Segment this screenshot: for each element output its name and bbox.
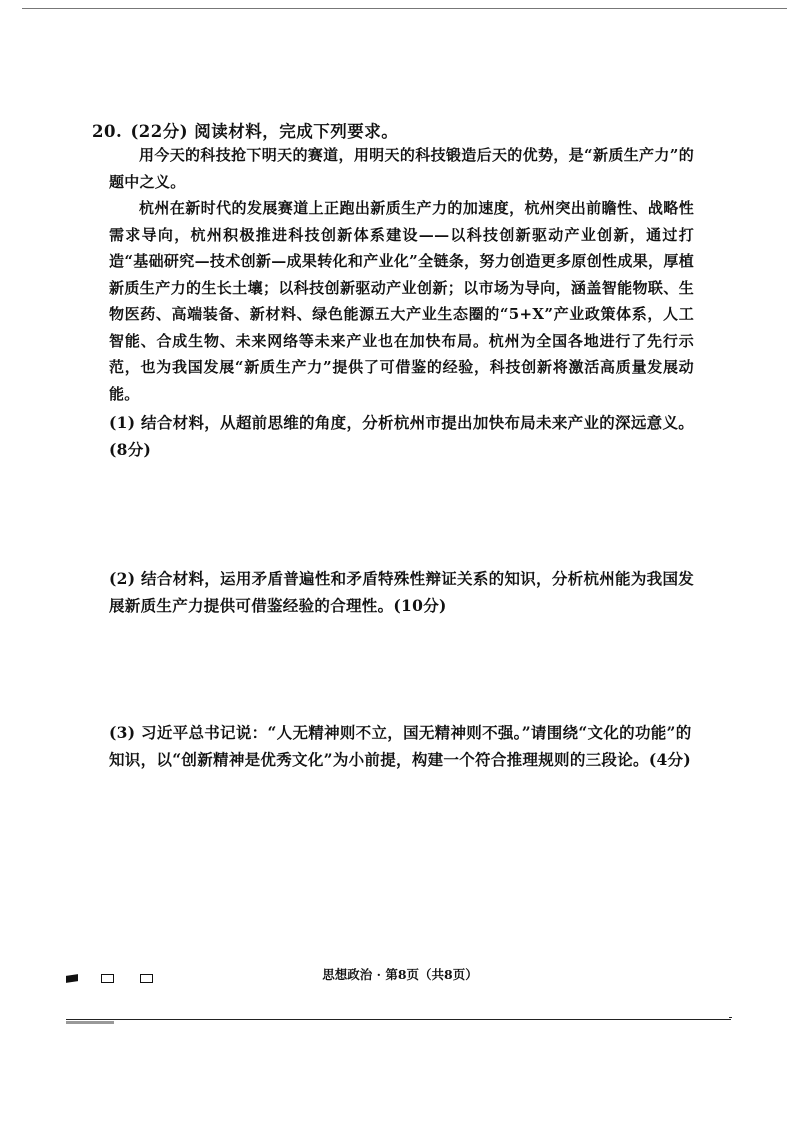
material-paragraph: 杭州在新时代的发展赛道上正跑出新质生产力的加速度，杭州突出前瞻性、战略性需求导向，杭州积极推进科技创新体系建设——以科技创新驱动产业创新，通过打造“基础研究—技术创新—成果转化和产业化”全链条，努力创造更多原创性成果，厚植新质生产力的生长土壤；以科技创新驱动产业创新；以市场为导向，涵盖智能物联、生物医药、高端装备、新材料、绿色能源五大产业生态圈的“5+X”产业政策体系，人工智能、合成生物、未来网络等未来产业也在加快布局。杭州为全国各地进行了先行示范，也为我国发展“新质生产力”提供了可借鉴的经验，科技创新将激活高质量发展动能。 — [109, 199, 694, 403]
top-border-line — [22, 8, 787, 9]
bottom-rule-line — [66, 1019, 731, 1020]
bottom-rule-stub — [66, 1021, 114, 1024]
subquestion-2: (2) 结合材料，运用矛盾普遍性和矛盾特殊性辩证关系的知识，分析杭州能为我国发展新质生产力提供可借鉴经验的合理性。(10分) — [109, 569, 695, 615]
question-number: 20. — [92, 122, 123, 141]
edge-mark — [729, 1017, 732, 1018]
material-passage — [109, 142, 694, 407]
question-header — [92, 118, 398, 142]
material-paragraph: 用今天的科技抢下明天的赛道，用明天的科技锻造后天的优势，是“新质生产力”的题中之义。 — [109, 146, 694, 191]
subquestion-1: (1) 结合材料，从超前思维的角度，分析杭州市提出加快布局未来产业的深远意义。(8分) — [109, 413, 695, 459]
subquestion-3: (3) 习近平总书记说：“人无精神则不立，国无精神则不强。”请围绕“文化的功能”的知识，以“创新精神是优秀文化”为小前提，构建一个符合推理规则的三段论。(4分) — [109, 723, 692, 769]
page-footer: 思想政治 · 第8页（共8页） — [322, 967, 478, 982]
question-instruction: (22分) 阅读材料，完成下列要求。 — [130, 122, 399, 141]
